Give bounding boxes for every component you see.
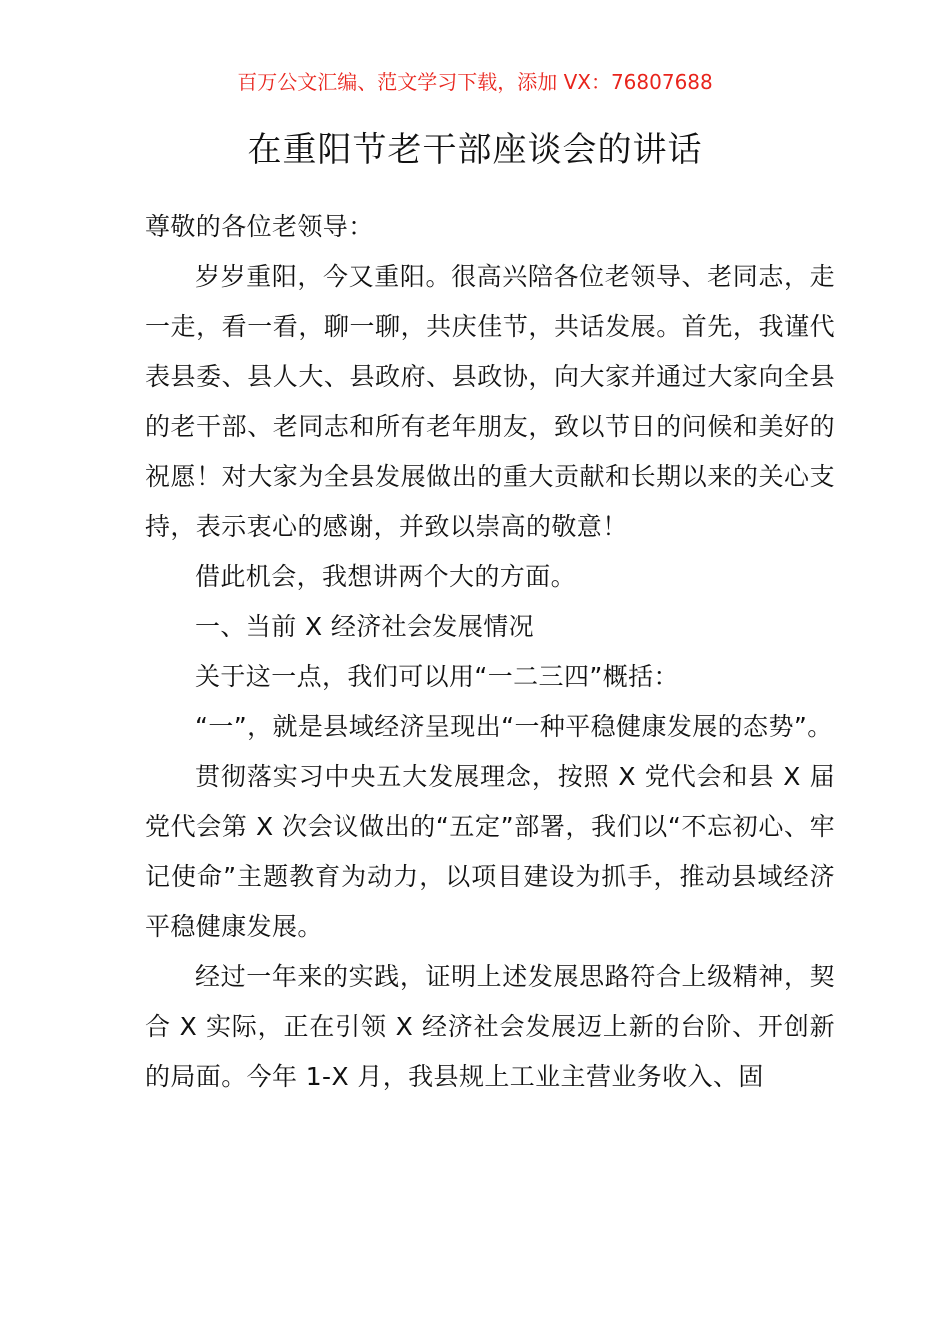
greeting-line: 尊敬的各位老领导： (145, 212, 374, 241)
watermark-banner: 百万公文汇编、范文学习下载，添加 VX：76807688 (237, 70, 713, 94)
paragraph-opening: 岁岁重阳，今又重阳。很高兴陪各位老领导、老同志，走一走，看一看，聊一聊，共庆佳节，共话发展。首先，我谨代表县委、县人大、县政府、县政协，向大家并通过大家向全县的老干部、老同志和所有老年朋友，致以节日的问候和美好的祝愿！对大家为全县发展做出的重大贡献和长期以来的关心支持，表示衷心的感谢，并致以崇高的敬意！ (145, 262, 835, 541)
paragraph-results: 经过一年来的实践，证明上述发展思路符合上级精神，契合 X 实际，正在引领 X 经济社会发展迈上新的台阶、开创新的局面。今年 1-X 月，我县规上工业主营业务收入、固 (145, 962, 835, 1091)
paragraph-intro: 借此机会，我想讲两个大的方面。 (195, 562, 577, 591)
paragraph-summary: 关于这一点，我们可以用“一二三四”概括： (195, 662, 679, 691)
section-heading-1: 一、当前 X 经济社会发展情况 (195, 612, 535, 641)
document-body (145, 202, 835, 1102)
document-title: 在重阳节老干部座谈会的讲话 (247, 130, 703, 170)
paragraph-point-one: “一”，就是县域经济呈现出“一种平稳健康发展的态势”。 (195, 712, 833, 741)
paragraph-implementation: 贯彻落实习中央五大发展理念，按照 X 党代会和县 X 届党代会第 X 次会议做出的“五定”部署，我们以“不忘初心、牢记使命”主题教育为动力，以项目建设为抓手，推动县域经济平稳健康发展。 (145, 762, 835, 941)
